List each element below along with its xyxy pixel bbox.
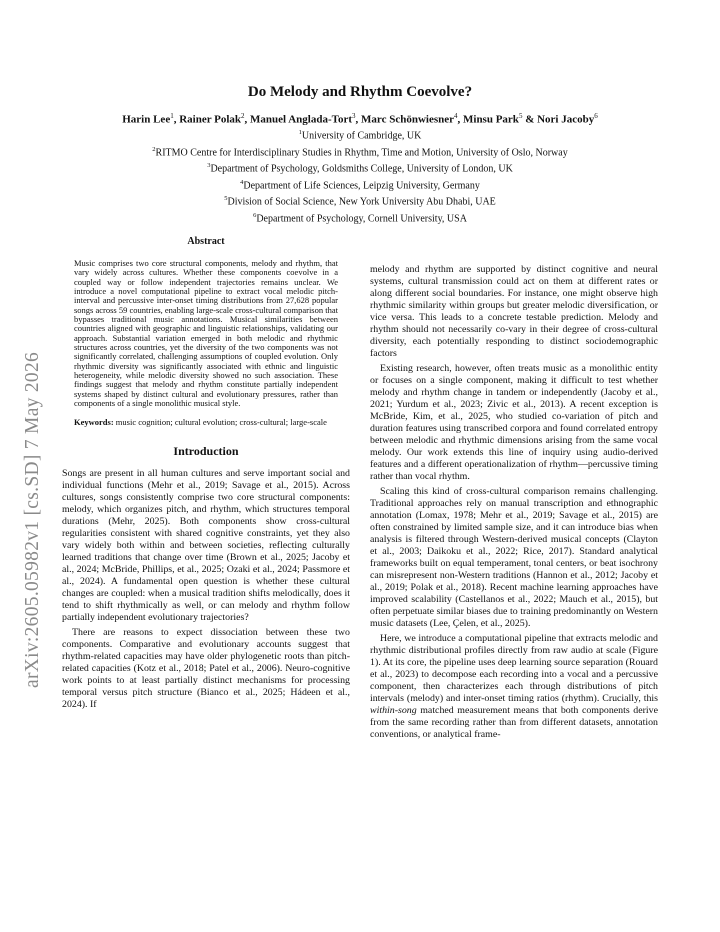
author-affiliation-mark: 4 [454,112,458,120]
within-song-emphasis: within-song [370,705,417,716]
arxiv-identifier-stamp: arXiv:2605.05982v1 [cs.SD] 7 May 2026 [22,351,43,688]
affiliation-mark: 4 [240,178,244,186]
left-column [62,236,350,711]
intro-paragraph-pipeline [370,633,658,741]
affiliation-text: Department of Psychology, Cornell University, USA [256,212,467,224]
affiliation-list [0,126,720,225]
pipeline-text-start: Here, we introduce a computational pipeline that extracts melodic and rhythmic distributional profiles directly from raw audio at scale (Figure 1). At its core, the pipeline uses deep learning source separation (Rouard et al., 2023) to decompose each recording into a vocal and a percussive component, then characterizes each through distributions of pitch intervals (melody) and inter-onset timing ratios (rhythm). Crucially, this [370,633,658,704]
author-list [0,112,720,126]
author-name: Nori Jacoby [537,113,595,126]
author-separator: & [522,113,538,126]
introduction-heading: Introduction [173,443,239,458]
author-affiliation-mark: 3 [352,112,356,120]
intro-paragraph: Scaling this kind of cross-cultural comparison remains challenging. Traditional approaches rely on manual transcription and ethnographic annotation (Lomax, 1978; Mehr et al., 2019; Savage et al., 2015) are often constrained by limited sample size, and it can introduce bias when analysis is filtered through Western-derived musical concepts (Clayton et al., 2003; Daikoku et al., 2022; Rice, 2017). Standard analytical frameworks built on equal temperament, tonal centers, or beat isochrony can misrepresent non-Western traditions (Hannon et al., 2012; Jacoby et al., 2019; Polak et al., 2018). Recent machine learning approaches have improved scalability (Castellanos et al., 2022; Mauch et al., 2015), but often perpetuate similar biases due to training predominantly on Western music datasets (Lee, Çelen, et al., 2025). [370,486,658,629]
affiliation-mark: 2 [152,145,156,153]
affiliation-line [0,209,720,226]
author-separator: , [355,113,362,126]
affiliation-mark: 5 [224,195,228,203]
affiliation-text: RITMO Centre for Interdisciplinary Studies in Rhythm, Time and Motion, University of Oslo, Norway [155,146,568,158]
affiliation-text: Division of Social Science, New York University Abu Dhabi, UAE [227,196,496,208]
author-name: Minsu Park [463,113,519,126]
affiliation-line [0,176,720,193]
author-name: Marc Schönwiesner [361,113,454,126]
abstract-heading: Abstract [187,236,225,247]
author-affiliation-mark: 1 [170,112,174,120]
author-name: Manuel Anglada-Tort [250,113,353,126]
keywords-text: music cognition; cultural evolution; cross-cultural; large-scale [115,416,327,427]
intro-paragraph: Songs are present in all human cultures and serve important social and individual functions (Mehr et al., 2019; Savage et al., 2015). Across cultures, songs consistently comprise two core structural components: melody, which organizes pitch, and rhythm, which structures temporal durations (Mehr, 2025). Both components show cross-cultural regularities consistent with shared cognitive constraints, yet they also vary widely both within and between societies, reflecting culturally learned traditions that change over time (Brown et al., 2025; Jacoby et al., 2024; McBride, Phillips, et al., 2025; Ozaki et al., 2024; Passmore et al., 2024). A fundamental open question is whether these cultural changes are coupled: when a musical tradition shifts melodically, does it tend to shift rhythmically as well, or can melody and rhythm follow partially independent evolutionary trajectories? [62,467,350,623]
affiliation-text: Department of Life Sciences, Leipzig University, Germany [243,179,480,191]
keywords [74,418,338,427]
affiliation-line [0,159,720,176]
affiliation-mark: 1 [298,129,302,136]
affiliation-text: University of Cambridge, UK [301,130,422,142]
author-affiliation-mark: 2 [241,112,245,120]
author-affiliation-mark: 6 [594,112,598,120]
paper-title: Do Melody and Rhythm Coevolve? [247,84,473,100]
author-name: Harin Lee [122,113,171,126]
author-separator: , [457,113,463,126]
author-name: Rainer Polak [179,113,242,126]
author-affiliation-mark: 5 [518,112,523,120]
intro-paragraph: Existing research, however, often treats music as a monolithic entity or focuses on a single component, making it difficult to test whether melody and rhythm change in tandem or independently (Jacoby et al., 2021; Yurdum et al., 2023; Zivic et al., 2013). A recent exception is McBride, Kim, et al., 2025, who studied co-variation of pitch and duration features using transcribed corpora and found correlated entropy between melodic and rhythmic dimensions arising from the same vocal melody. Our work extends this line of inquiry using audio-derived features and a different operationalization of rhythm—percussive timing rather than vocal rhythm. [370,363,658,482]
abstract-text: Music comprises two core structural components, melody and rhythm, that vary widely across cultures. Whether these components coevolve in a coupled way or follow independent trajectories remains unclear. We introduce a novel computational pipeline to extract vocal melodic pitch-interval and percussive inter-onset timing distributions from 27,628 popular songs across 59 countries, enabling large-scale cross-cultural comparison that bypasses traditional music annotations. Musical similarities between countries aligned with geographic and linguistic relationships, validating our approach. Substantial variation emerged in both melodic and rhythmic structures across countries, yet the diversity of the two components was not significantly correlated, challenging assumptions of coupled evolution. Only rhythmic diversity was significantly associated with ethnic and linguistic heterogeneity, while melodic diversity showed no such association. These findings suggest that melody and rhythm constitute partially independent systems shaped by distinct cultural and evolutionary pressures, rather than components of a single monolithic musical style. [74,258,338,409]
affiliation-text: Department of Psychology, Goldsmiths College, University of London, UK [210,163,513,175]
affiliation-mark: 6 [253,211,257,219]
affiliation-line [0,126,720,143]
affiliation-line [0,192,720,209]
pipeline-text-end: matched measurement means that both components derive from the same recording rather than from different datasets, annotation conventions, or analytical frame- [370,705,658,740]
intro-paragraph: melody and rhythm are supported by distinct cognitive and neural systems, cultural transmission could act on them at different rates or along different social boundaries. For instance, one might observe high rhythmic similarity within groups but greater melodic diversification, or vice versa. This leads to a concrete testable prediction. Melody and rhythm should not necessarily co-vary in their degree of cross-cultural diversity, each potentially responding to distinct sociodemographic factors [370,264,658,359]
affiliation-line [0,143,720,160]
intro-paragraph: There are reasons to expect dissociation between these two components. Comparative and evolutionary accounts suggest that rhythm-related capacities may have older phylogenetic roots than pitch-related capacities (Kotz et al., 2018; Patel et al., 2006). Neuro-cognitive work points to at least partially distinct mechanisms for processing temporal versus pitch structure (Bianco et al., 2025; Hádeen et al., 2024). If [62,626,350,710]
author-separator: , [173,113,180,126]
affiliation-mark: 3 [207,162,211,170]
author-separator: , [244,113,251,126]
right-column [370,264,658,741]
keywords-label: Keywords: [74,416,114,427]
